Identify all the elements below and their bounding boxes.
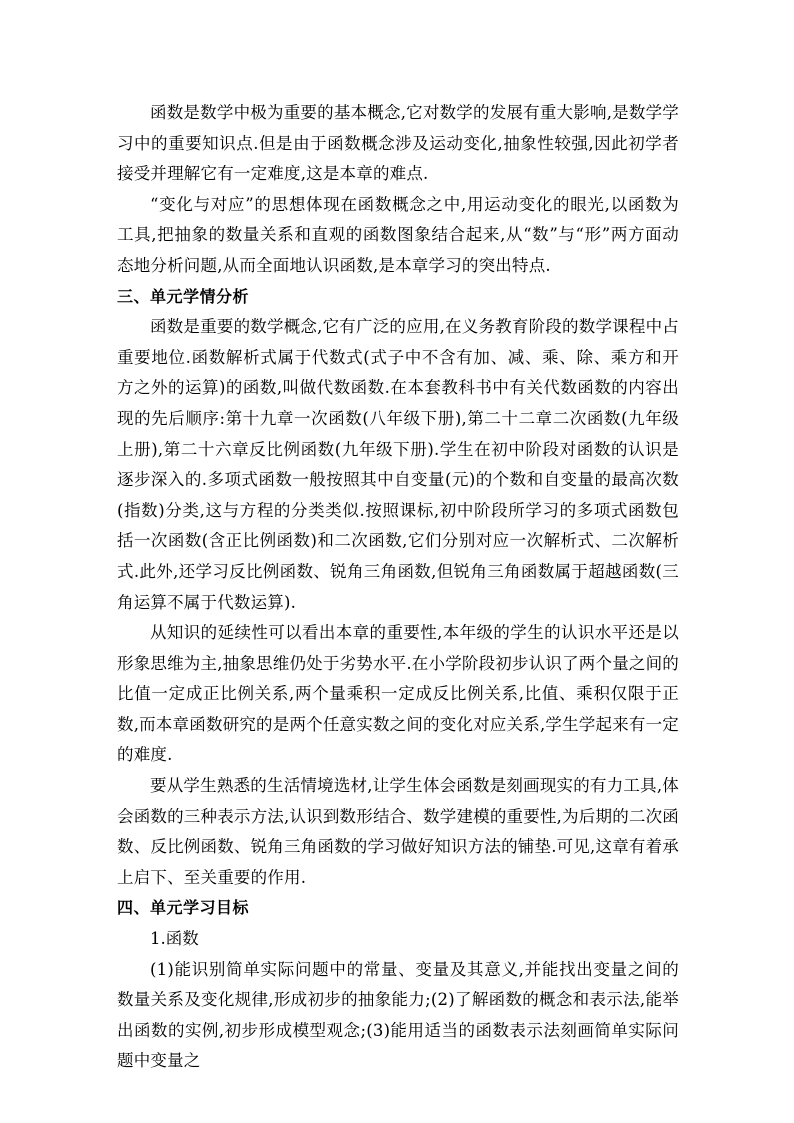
document-page bbox=[117, 98, 679, 1077]
section-heading-learning-goals: 四、单元学习目标 bbox=[117, 898, 250, 918]
paragraph-function-importance: 函数是数学中极为重要的基本概念,它对数学的发展有重大影响,是数学学习中的重要知识点.但是由于函数概念涉及运动变化,抽象性较强,因此初学者接受并理解它有一定难度,这是本章的难点. bbox=[117, 103, 679, 184]
paragraph-function-concept: 函数是重要的数学概念,它有广泛的应用,在义务教育阶段的数学课程中占重要地位.函数解析式属于代数式(式子中不含有加、减、乘、除、乘方和开方之外的运算)的函数,叫做代数函数.在本套教科书中有关代数函数的内容出现的先后顺序:第十九章一次函数(八年级下册),第二十二章二次函数(九年级上册),第二十六章反比例函数(九年级下册).学生在初中阶段对函数的认识是逐步深入的.多项式函数一般按照其中自变量(元)的个数和自变量的最高次数(指数)分类,这与方程的分类类似.按照课标,初中阶段所学习的多项式函数包括一次函数(含正比例函数)和二次函数,它们分别对应一次解析式、二次解析式.此外,还学习反比例函数、锐角三角函数,但锐角三角函数属于超越函数(三角运算不属于代数运算). bbox=[117, 317, 679, 612]
paragraph-life-context: 要从学生熟悉的生活情境选材,让学生体会函数是刻画现实的有力工具,体会函数的三种表示方法,认识到数形结合、数学建模的重要性,为后期的二次函数、反比例函数、锐角三角函数的学习做好知识方法的铺垫.可见,这章有着承上启下、至关重要的作用. bbox=[117, 776, 679, 887]
paragraph-goal-details: (1)能识别简单实际问题中的常量、变量及其意义,并能找出变量之间的数量关系及变化规律,形成初步的抽象能力;(2)了解函数的概念和表示法,能举出函数的实例,初步形成模型观念;(3)能用适当的函数表示法刻画简单实际问题中变量之 bbox=[117, 959, 679, 1071]
paragraph-change-and-correspondence: “变化与对应”的思想体现在函数概念之中,用运动变化的眼光,以函数为工具,把抽象的数量关系和直观的函数图象结合起来,从“数”与“形”两方面动态地分析问题,从而全面地认识函数,是本章学习的突出特点. bbox=[117, 194, 679, 275]
goal-item-function: 1.函数 bbox=[150, 929, 199, 949]
paragraph-knowledge-continuity: 从知识的延续性可以看出本章的重要性,本年级的学生的认识水平还是以形象思维为主,抽象思维仍处于劣势水平.在小学阶段初步认识了两个量之间的比值一定成正比例关系,两个量乘积一定成反比例关系,比值、乘积仅限于正数,而本章函数研究的是两个任意实数之间的变化对应关系,学生学起来有一定的难度. bbox=[117, 623, 679, 765]
section-heading-learner-analysis: 三、单元学情分析 bbox=[117, 286, 250, 306]
